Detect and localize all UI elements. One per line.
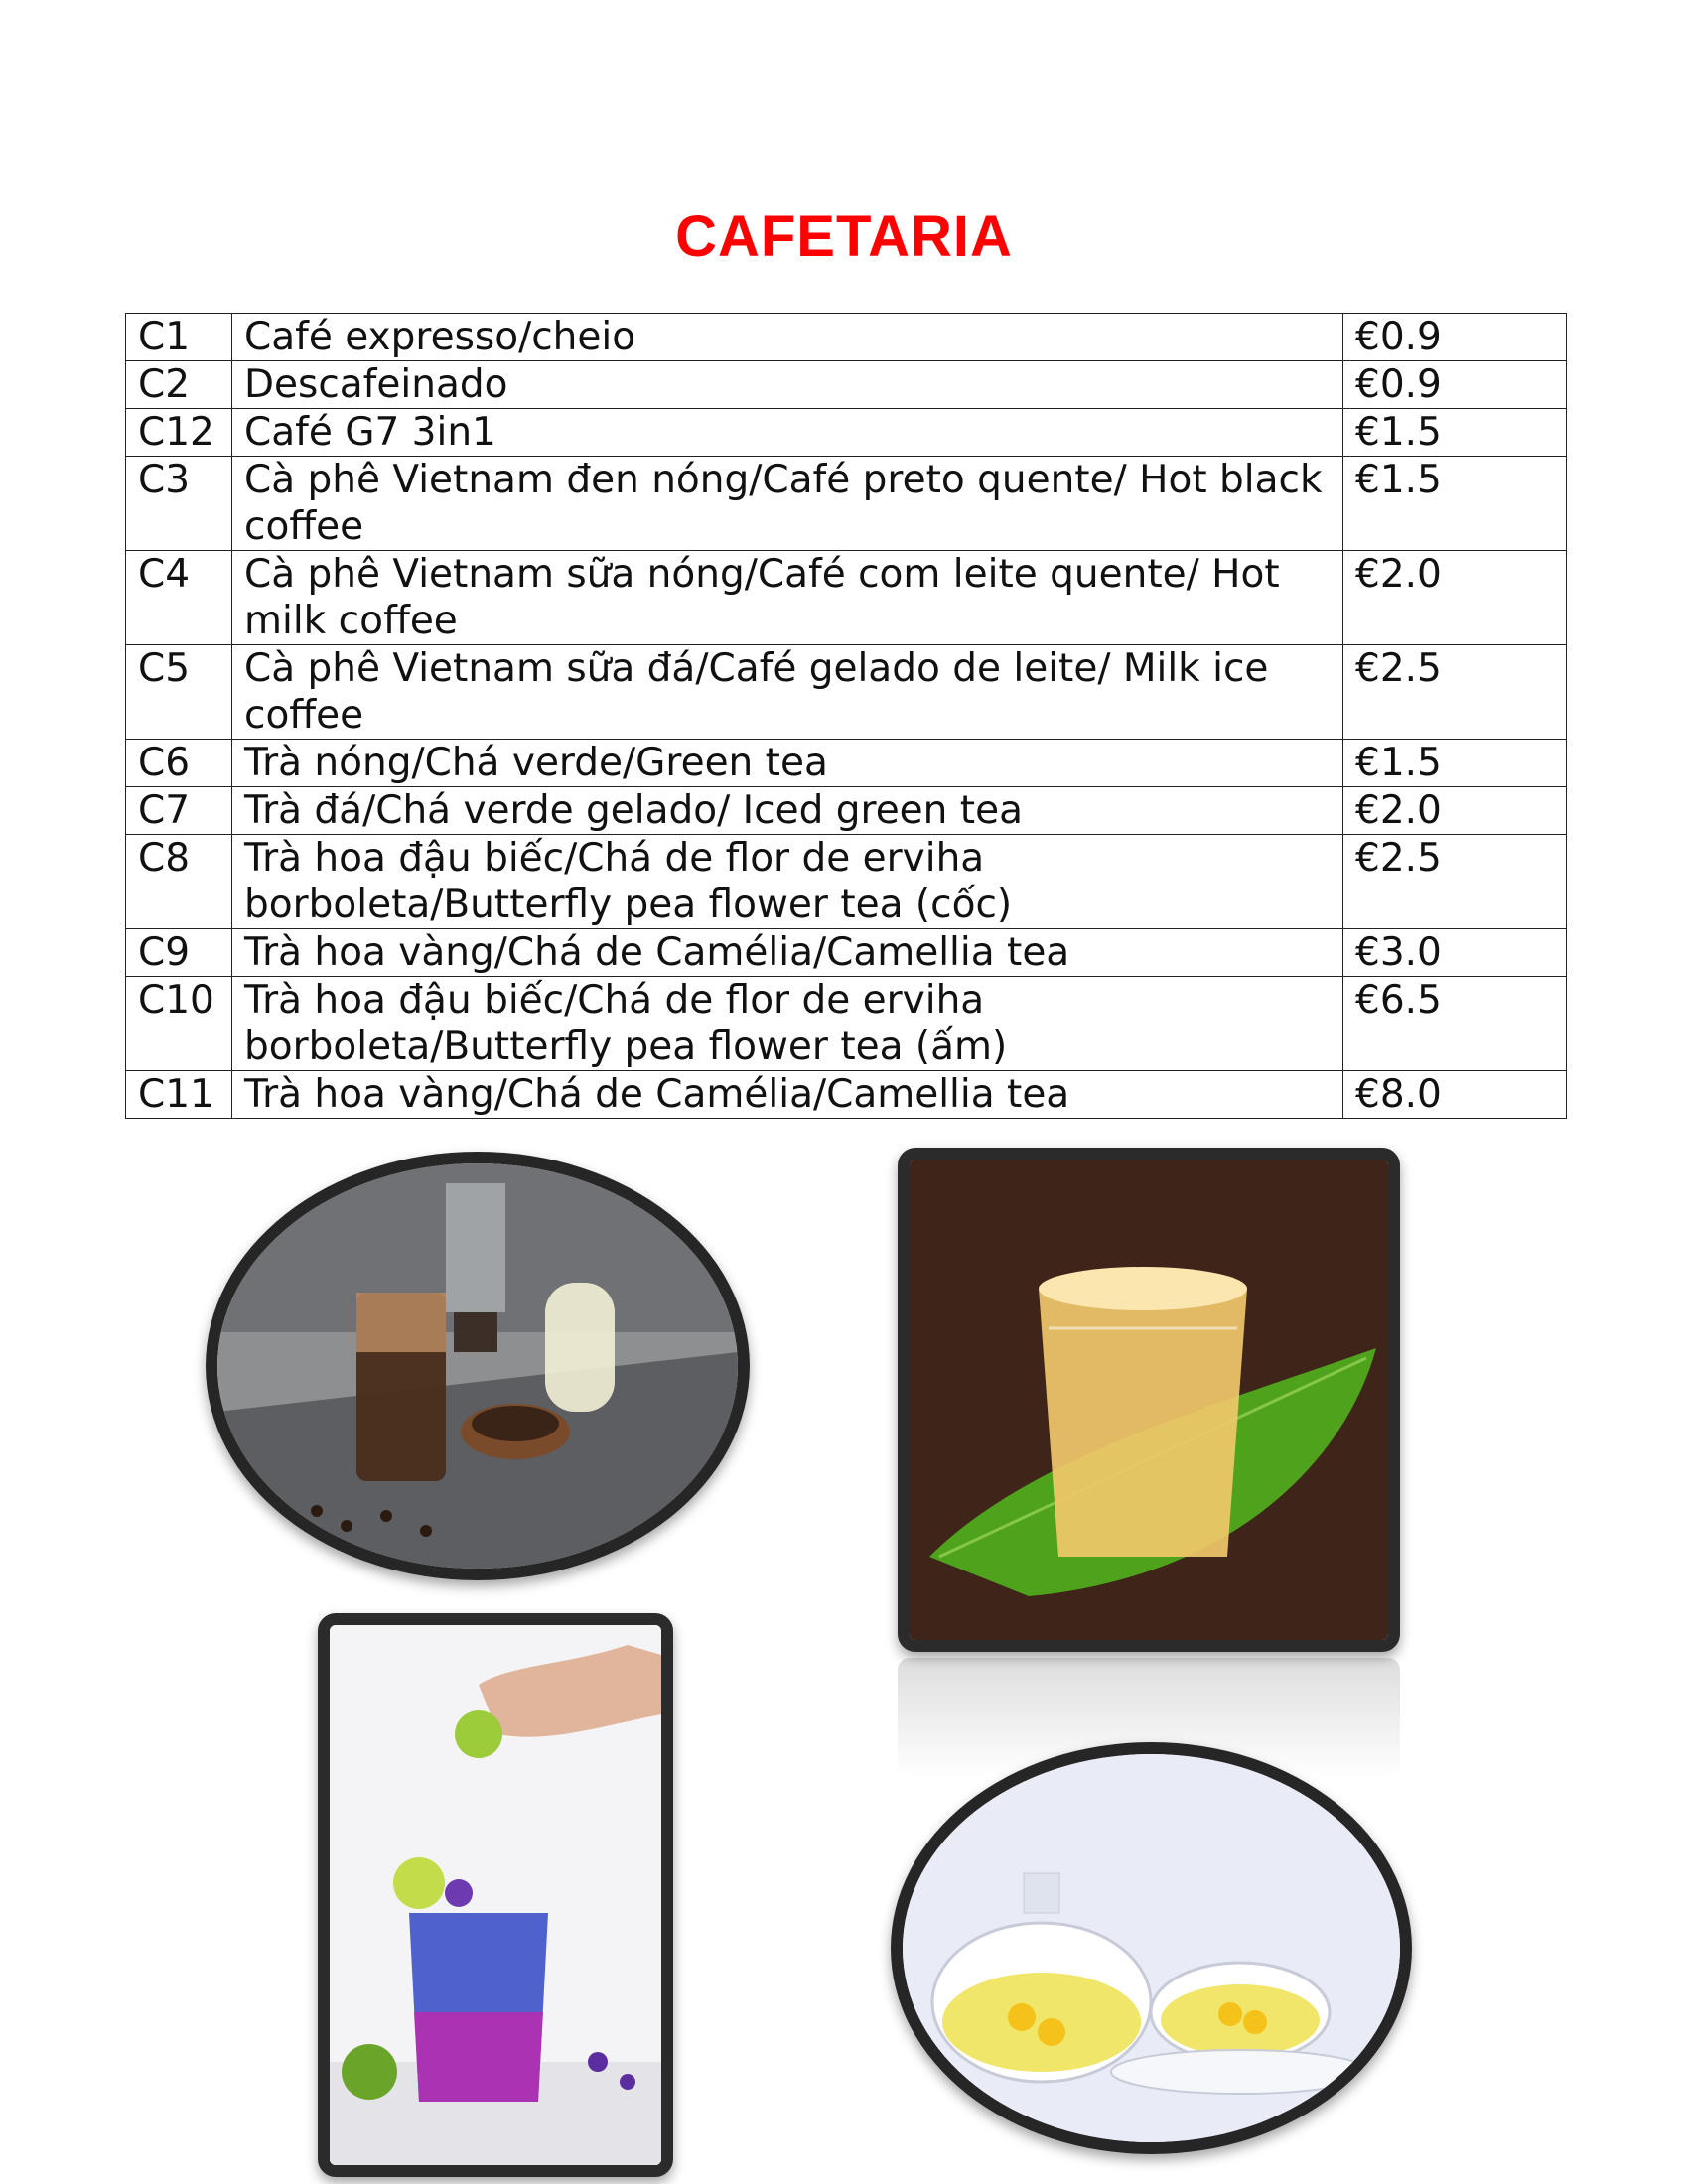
iced-tea-photo <box>898 1148 1400 1652</box>
item-code: C12 <box>126 409 232 457</box>
item-code: C7 <box>126 787 232 835</box>
page-title: CAFETARIA <box>675 205 1013 269</box>
table-row <box>126 551 1567 645</box>
table-row <box>126 929 1567 977</box>
table-row <box>126 740 1567 787</box>
item-code: C8 <box>126 835 232 929</box>
item-price: €0.9 <box>1343 361 1567 409</box>
item-name: Trà hoa đậu biếc/Chá de flor de erviha borboleta/Butterfly pea flower tea (ấm) <box>232 977 1343 1071</box>
item-price: €1.5 <box>1343 457 1567 551</box>
item-name: Cà phê Vietnam sữa nóng/Café com leite quente/ Hot milk coffee <box>232 551 1343 645</box>
item-price: €0.9 <box>1343 314 1567 361</box>
table-row <box>126 457 1567 551</box>
item-name: Trà hoa đậu biếc/Chá de flor de erviha borboleta/Butterfly pea flower tea (cốc) <box>232 835 1343 929</box>
item-code: C11 <box>126 1071 232 1119</box>
table-row <box>126 787 1567 835</box>
item-price: €2.0 <box>1343 787 1567 835</box>
table-row <box>126 835 1567 929</box>
butterfly-pea-tea-photo <box>318 1613 673 2177</box>
item-price: €2.0 <box>1343 551 1567 645</box>
table-row <box>126 409 1567 457</box>
item-code: C4 <box>126 551 232 645</box>
item-price: €8.0 <box>1343 1071 1567 1119</box>
item-price: €3.0 <box>1343 929 1567 977</box>
item-name: Café expresso/cheio <box>232 314 1343 361</box>
iced-milk-coffee-photo <box>206 1152 750 1580</box>
item-name: Cà phê Vietnam sữa đá/Café gelado de leite/ Milk ice coffee <box>232 645 1343 740</box>
item-name: Descafeinado <box>232 361 1343 409</box>
camellia-tea-photo <box>891 1742 1412 2154</box>
item-code: C1 <box>126 314 232 361</box>
item-name: Café G7 3in1 <box>232 409 1343 457</box>
table-row <box>126 977 1567 1071</box>
item-code: C10 <box>126 977 232 1071</box>
item-price: €2.5 <box>1343 835 1567 929</box>
table-row <box>126 1071 1567 1119</box>
item-name: Trà hoa vàng/Chá de Camélia/Camellia tea <box>232 929 1343 977</box>
item-code: C9 <box>126 929 232 977</box>
item-code: C5 <box>126 645 232 740</box>
item-price: €6.5 <box>1343 977 1567 1071</box>
item-name: Trà hoa vàng/Chá de Camélia/Camellia tea <box>232 1071 1343 1119</box>
item-name: Trà đá/Chá verde gelado/ Iced green tea <box>232 787 1343 835</box>
table-row <box>126 361 1567 409</box>
table-row <box>126 314 1567 361</box>
item-price: €1.5 <box>1343 740 1567 787</box>
item-code: C2 <box>126 361 232 409</box>
item-name: Trà nóng/Chá verde/Green tea <box>232 740 1343 787</box>
item-code: C6 <box>126 740 232 787</box>
item-price: €2.5 <box>1343 645 1567 740</box>
item-code: C3 <box>126 457 232 551</box>
menu-table <box>125 313 1567 1119</box>
item-name: Cà phê Vietnam đen nóng/Café preto quente/ Hot black coffee <box>232 457 1343 551</box>
table-row <box>126 645 1567 740</box>
item-price: €1.5 <box>1343 409 1567 457</box>
